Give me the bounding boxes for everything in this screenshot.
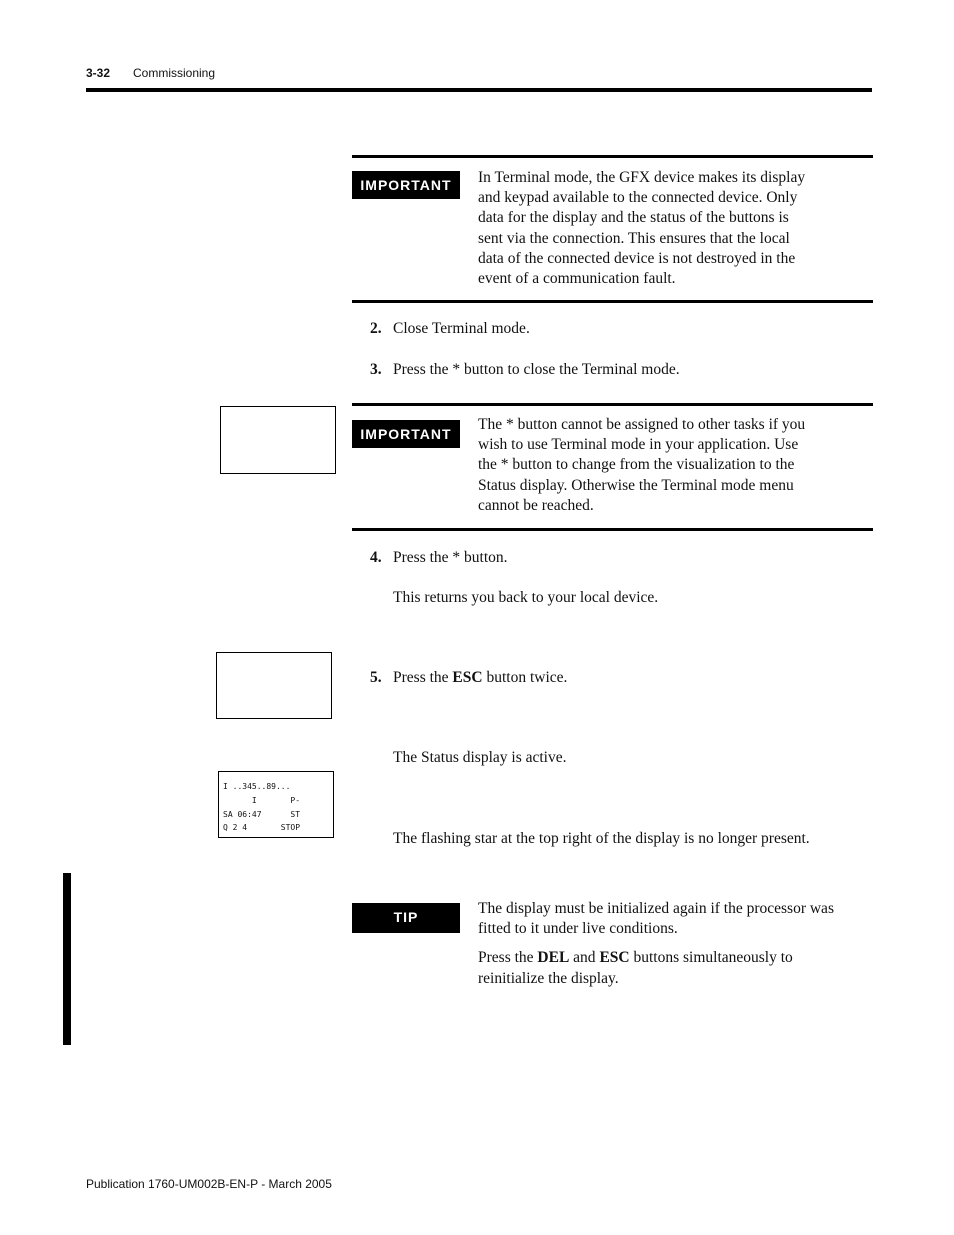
text-line: event of a communication fault. <box>478 270 676 288</box>
lcd-line-2: I P- <box>223 796 301 805</box>
lcd-line-3: SA 06:47 ST <box>223 810 301 819</box>
display-image-1 <box>220 406 336 474</box>
important-badge: IMPORTANT <box>352 171 460 199</box>
tip-text <box>478 899 834 989</box>
footer-publication: Publication 1760-UM002B-EN-P - March 2005 <box>86 1177 332 1191</box>
tip-line <box>478 948 834 968</box>
step-number: 5. <box>370 669 382 686</box>
step-number: 2. <box>370 320 382 337</box>
tip-line: The display must be initialized again if the processor was <box>478 900 834 917</box>
text-line: Status display. Otherwise the Terminal mode menu <box>478 476 794 494</box>
tip-text-e: buttons simultaneously to <box>629 949 793 967</box>
step-text <box>393 668 567 688</box>
text-line: the * button to change from the visualization to the <box>478 456 795 474</box>
important-badge: IMPORTANT <box>352 420 460 448</box>
tip-line: fitted to it under live conditions. <box>478 920 678 938</box>
display-image-2 <box>216 652 332 719</box>
lcd-line-4: Q 2 4 STOP <box>223 823 301 832</box>
step-text: Press the * button. <box>393 549 508 566</box>
text-line: In Terminal mode, the GFX device makes its display <box>478 169 806 186</box>
step-number: 4. <box>370 549 382 566</box>
important-callout-1 <box>352 155 873 303</box>
flashing-star-text: The flashing star at the top right of the display is no longer present. <box>393 830 810 847</box>
tip-badge: TIP <box>352 903 460 933</box>
text-line: sent via the connection. This ensures that the local <box>478 229 790 247</box>
step-number: 3. <box>370 361 382 378</box>
step-text: Close Terminal mode. <box>393 320 530 337</box>
step-text-post: button twice. <box>482 669 568 686</box>
text-line: cannot be reached. <box>478 496 594 514</box>
section-title: Commissioning <box>133 66 216 80</box>
text-line: data of the connected device is not destroyed in the <box>478 249 796 267</box>
esc-key-label: ESC <box>452 669 483 686</box>
step-text-pre: Press the <box>393 669 453 686</box>
lcd-line-1: I ..345..89... <box>223 782 291 791</box>
header-rule <box>86 88 872 92</box>
tip-text-a: Press the <box>478 949 538 967</box>
status-display-image <box>218 771 334 838</box>
important-text-2 <box>478 415 805 516</box>
text-line: and keypad available to the connected device. Only <box>478 189 798 207</box>
important-callout-2 <box>352 403 873 531</box>
tip-line: reinitialize the display. <box>478 969 619 987</box>
text-line: data for the display and the status of the buttons is <box>478 209 789 227</box>
esc-key-label: ESC <box>599 949 630 967</box>
step-4-note: This returns you back to your local device. <box>393 589 659 606</box>
step-text: Press the * button to close the Terminal mode. <box>393 361 680 378</box>
del-key-label: DEL <box>537 949 570 967</box>
important-text-1 <box>478 168 805 289</box>
page-number: 3-32 <box>86 66 111 80</box>
status-display-active-text: The Status display is active. <box>393 749 567 766</box>
text-line: wish to use Terminal mode in your application. Use <box>478 436 799 454</box>
margin-bar <box>63 873 71 1045</box>
tip-text-c: and <box>569 949 600 967</box>
text-line: The * button cannot be assigned to other tasks if you <box>478 416 806 433</box>
